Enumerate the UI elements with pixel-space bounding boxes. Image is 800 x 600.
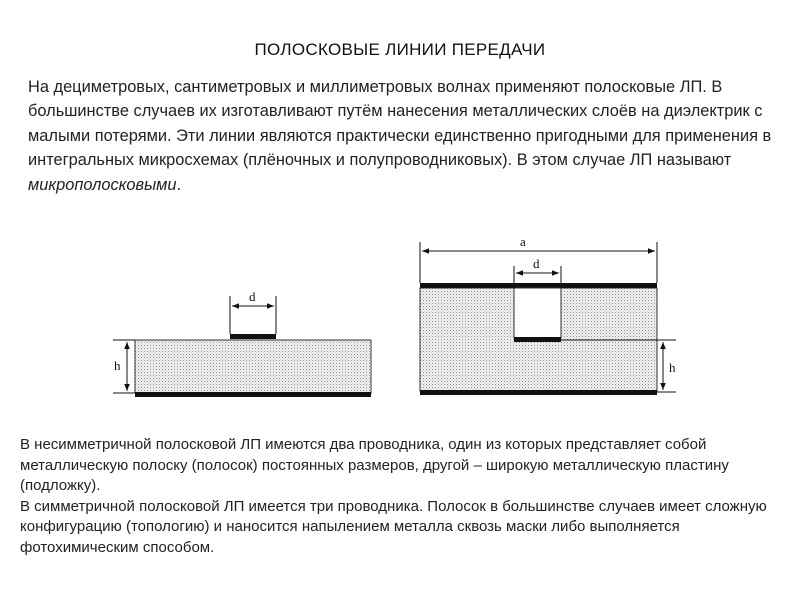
label-h-asym: h: [114, 358, 121, 373]
label-h-sym: h: [669, 360, 676, 375]
intro-end: .: [176, 175, 182, 194]
inner-cavity: [514, 288, 561, 338]
strip-conductor: [230, 334, 276, 339]
asymmetric-description: В несимметричной полосковой ЛП имеются два проводника, один из которых представляет собой металлическую полоску (полосок) постоянных размеров, другой – широкую металлическую пластину (подложку).: [20, 436, 729, 495]
center-strip-conductor: [514, 337, 561, 342]
symmetric-description: В симметричной полосковой ЛП имеется три проводника. Полосок в большинстве случаев имеет сложную конфигурацию (топологию) и наносится напылением металла сквозь маски либо выполняется фотохимическим способом.: [20, 497, 767, 556]
asymmetric-line-diagram: [113, 289, 371, 397]
symmetric-line-diagram: [420, 234, 676, 395]
dielectric-substrate: [135, 340, 371, 393]
ground-plane: [135, 392, 371, 397]
label-a-sym: a: [520, 234, 526, 249]
intro-emphasis: микрополосковыми: [28, 175, 177, 194]
top-ground-plane: [420, 283, 657, 288]
explanation-block: [20, 435, 790, 559]
label-d-asym: d: [249, 289, 256, 304]
page-title: ПОЛОСКОВЫЕ ЛИНИИ ПЕРЕДАЧИ: [254, 40, 546, 59]
bottom-ground-plane: [420, 390, 657, 395]
intro-text: На дециметровых, сантиметровых и миллиметровых волнах применяют полосковые ЛП. В большинстве случаев их изготавливают путём нанесения металлических слоёв на диэлектрик с малыми потерями. Эти линии являются практически единственно пригодными для применения в интегральных микросхемах (плёночных и полупроводниковых). В этом случае ЛП называют: [28, 78, 772, 170]
label-d-sym: d: [533, 256, 540, 271]
